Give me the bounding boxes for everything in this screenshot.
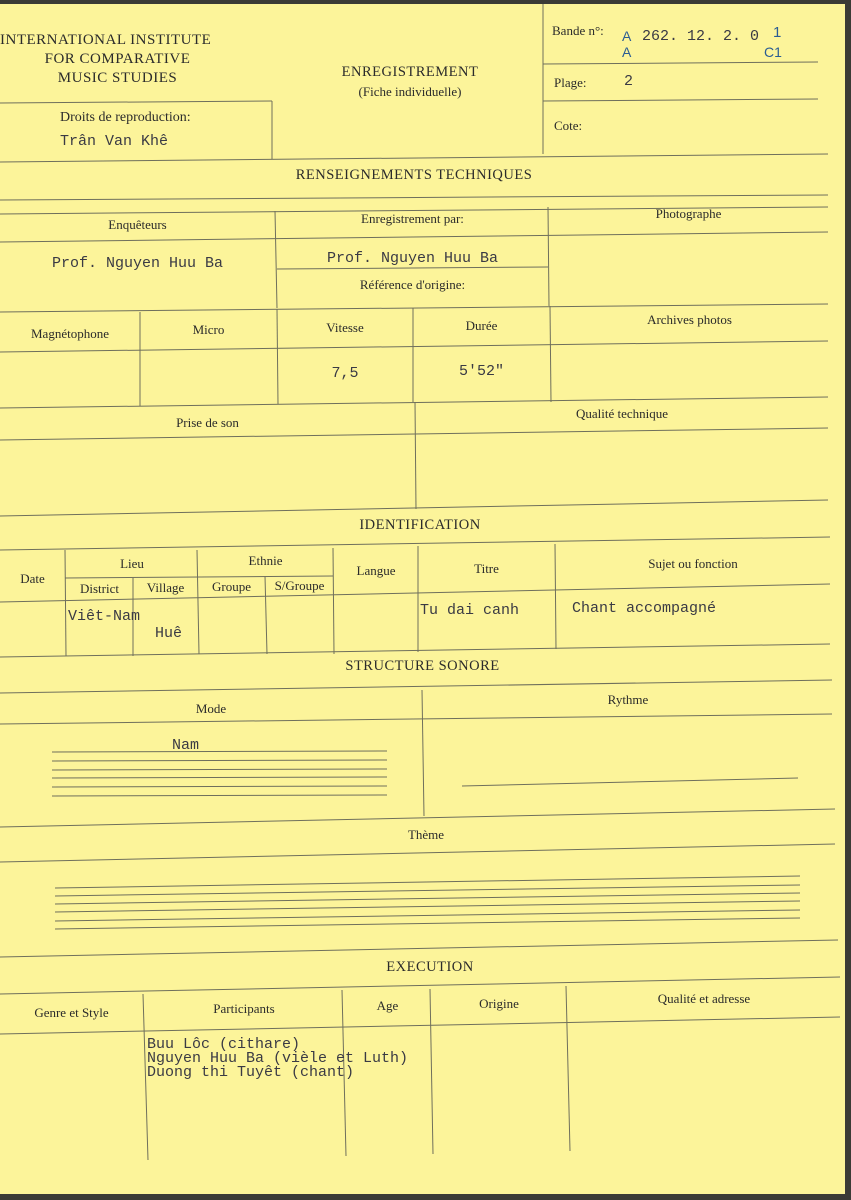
lieu-label: Lieu bbox=[120, 556, 144, 571]
plage-value: 2 bbox=[624, 73, 634, 90]
langue-label: Langue bbox=[356, 563, 396, 578]
bande-pen-prefix: A bbox=[622, 28, 632, 44]
titre-value: Tu dai canh bbox=[420, 602, 520, 619]
vitesse-value: 7,5 bbox=[331, 365, 359, 382]
mode-label: Mode bbox=[195, 701, 227, 716]
theme-label: Thème bbox=[407, 827, 445, 842]
genre-label: Genre et Style bbox=[34, 1005, 109, 1020]
district-value: Viêt-Nam bbox=[68, 608, 141, 625]
village-label: Village bbox=[146, 580, 185, 595]
reference-label: Référence d'origine: bbox=[359, 277, 466, 292]
participants-label: Participants bbox=[213, 1001, 275, 1016]
bande-pen-suffix-2: C1 bbox=[764, 44, 782, 60]
form-subtitle: (Fiche individuelle) bbox=[358, 84, 462, 99]
village-value: Huê bbox=[155, 625, 183, 642]
form-title: ENREGISTREMENT bbox=[341, 64, 479, 80]
vitesse-label: Vitesse bbox=[326, 320, 364, 335]
participant-item: Nguyen Huu Ba (vièle et Luth) bbox=[147, 1050, 409, 1067]
qualite-technique-label: Qualité technique bbox=[575, 406, 669, 421]
participant-item: Buu Lôc (cithare) bbox=[147, 1036, 301, 1053]
ethnie-label: Ethnie bbox=[248, 553, 283, 568]
archives-label: Archives photos bbox=[647, 312, 732, 327]
section-execution: EXECUTION bbox=[386, 959, 474, 975]
groupe-label: Groupe bbox=[212, 579, 251, 594]
bande-label: Bande n°: bbox=[552, 23, 604, 38]
enqueteurs-value: Prof. Nguyen Huu Ba bbox=[51, 255, 224, 272]
section-technical: RENSEIGNEMENTS TECHNIQUES bbox=[295, 167, 533, 183]
bande-value: 262. 12. 2. 0 bbox=[642, 28, 760, 45]
age-label: Age bbox=[376, 998, 399, 1013]
sgroupe-label: S/Groupe bbox=[274, 578, 325, 593]
enregistrement-value: Prof. Nguyen Huu Ba bbox=[326, 250, 499, 267]
date-label: Date bbox=[20, 571, 45, 586]
magnetophone-label: Magnétophone bbox=[31, 326, 109, 341]
plage-label: Plage: bbox=[554, 75, 587, 90]
duree-value: 5'52" bbox=[458, 363, 504, 380]
sujet-label: Sujet ou fonction bbox=[648, 556, 738, 571]
titre-label: Titre bbox=[474, 561, 499, 576]
institute-line-2: FOR COMPARATIVE bbox=[44, 51, 191, 67]
district-label: District bbox=[80, 581, 119, 596]
mode-value: Nam bbox=[172, 737, 200, 754]
duree-label: Durée bbox=[465, 318, 498, 333]
enregistrement-label: Enregistrement par: bbox=[361, 211, 464, 226]
section-identification: IDENTIFICATION bbox=[359, 517, 481, 533]
institute-line-3: MUSIC STUDIES bbox=[57, 70, 178, 86]
cote-label: Cote: bbox=[554, 118, 583, 133]
section-structure: STRUCTURE SONORE bbox=[345, 658, 500, 674]
micro-label: Micro bbox=[192, 322, 225, 337]
rythme-label: Rythme bbox=[607, 692, 649, 707]
enqueteurs-label: Enquêteurs bbox=[108, 217, 167, 232]
bande-pen-suffix: 1 bbox=[773, 24, 782, 41]
registration-card bbox=[0, 4, 845, 1194]
bande-pen-prefix-2: A bbox=[622, 44, 632, 60]
participants-list bbox=[147, 1038, 408, 1080]
sujet-value: Chant accompagné bbox=[572, 600, 717, 617]
institute-line-1: INTERNATIONAL INSTITUTE bbox=[0, 32, 212, 48]
origine-label: Origine bbox=[479, 996, 519, 1011]
qualite-adresse-label: Qualité et adresse bbox=[657, 991, 751, 1006]
rights-value: Trân Van Khê bbox=[60, 133, 169, 150]
participant-item: Duong thi Tuyêt (chant) bbox=[147, 1064, 355, 1081]
prise-de-son-label: Prise de son bbox=[176, 415, 239, 430]
rights-label: Droits de reproduction: bbox=[60, 110, 191, 125]
photographe-label: Photographe bbox=[655, 206, 722, 221]
